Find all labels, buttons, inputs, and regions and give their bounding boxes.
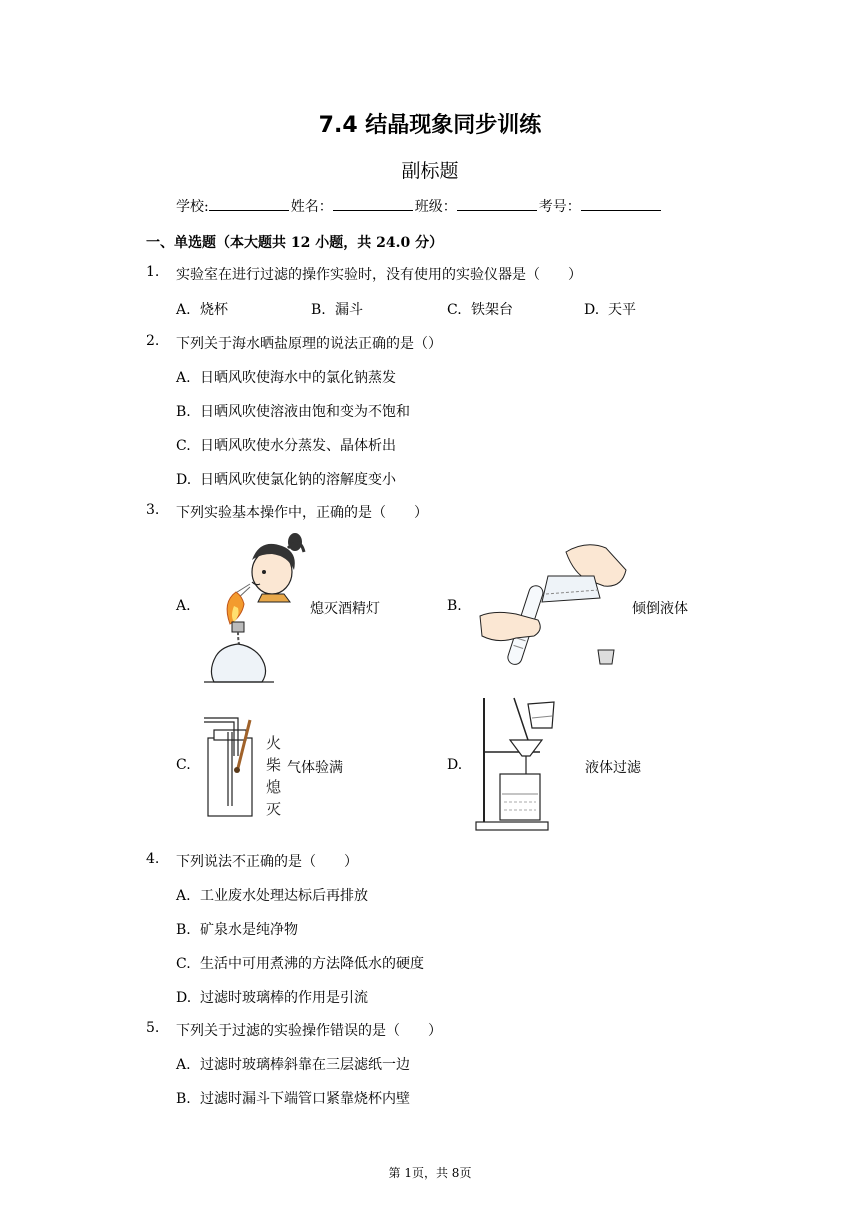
question-number: 5. (146, 1020, 160, 1036)
school-blank (209, 198, 289, 211)
match-vertical-label: 火 柴 熄 灭 (266, 734, 282, 818)
exam-no-label: 考号： (538, 199, 581, 215)
q1-option-a: A. 烧杯 (176, 302, 228, 318)
q4-option-d: D. 过滤时玻璃棒的作用是引流 (176, 990, 368, 1006)
filtration-apparatus-figure (474, 694, 558, 832)
student-info-line (176, 196, 663, 216)
q3-option-c-letter: C. (176, 757, 191, 773)
q2-option-d: D. 日晒风吹使氯化钠的溶解度变小 (176, 472, 396, 488)
q3-option-c-caption: 气体验满 (287, 760, 343, 776)
question-text: 下列实验基本操作中，正确的是（ ） (176, 505, 428, 521)
name-blank (333, 198, 413, 211)
school-label: 学校: (176, 199, 209, 215)
question-text: 下列关于海水晒盐原理的说法正确的是（） (176, 336, 442, 352)
q3-option-b-letter: B. (447, 598, 462, 614)
page-footer: 第 1页，共 8页 (388, 1166, 472, 1180)
q3-option-a-letter: A. (176, 598, 191, 614)
class-blank (457, 198, 537, 211)
question-text: 实验室在进行过滤的操作实验时，没有使用的实验仪器是（ ） (176, 267, 582, 283)
q3-option-d-caption: 液体过滤 (585, 760, 641, 776)
q1-option-d: D. 天平 (584, 302, 636, 318)
q1-option-c: C. 铁架台 (447, 302, 513, 318)
q2-option-b: B. 日晒风吹使溶液由饱和变为不饱和 (176, 404, 410, 420)
question-number: 2. (146, 333, 160, 349)
exam-no-blank (581, 198, 661, 211)
q3-option-a-caption: 熄灭酒精灯 (310, 601, 380, 617)
section-heading: 一、单选题（本大题共 12 小题，共 24.0 分） (146, 235, 444, 251)
question-number: 3. (146, 502, 160, 518)
gas-bottle-figure (198, 708, 262, 820)
q2-option-a: A. 日晒风吹使海水中的氯化钠蒸发 (176, 370, 396, 386)
page-subtitle: 副标题 (401, 160, 459, 182)
name-label: 姓名： (290, 199, 333, 215)
question-number: 4. (146, 851, 160, 867)
question-number: 1. (146, 264, 160, 280)
page-title: 7.4 结晶现象同步训练 (318, 113, 542, 138)
q2-option-c: C. 日晒风吹使水分蒸发、晶体析出 (176, 438, 396, 454)
q4-option-b: B. 矿泉水是纯净物 (176, 922, 298, 938)
q5-option-a: A. 过滤时玻璃棒斜靠在三层滤纸一边 (176, 1057, 410, 1073)
q3-option-d-letter: D. (447, 757, 463, 773)
q1-option-b: B. 漏斗 (311, 302, 363, 318)
pouring-liquid-figure (476, 540, 632, 674)
q4-option-c: C. 生活中可用煮沸的方法降低水的硬度 (176, 956, 424, 972)
question-text: 下列说法不正确的是（ ） (176, 854, 358, 870)
alcohol-lamp-blowing-figure (200, 530, 310, 685)
class-label: 班级： (414, 199, 457, 215)
q5-option-b: B. 过滤时漏斗下端管口紧靠烧杯内壁 (176, 1091, 410, 1107)
q3-option-b-caption-visible: 倾倒液体 (632, 601, 688, 617)
q4-option-a: A. 工业废水处理达标后再排放 (176, 888, 368, 904)
question-text: 下列关于过滤的实验操作错误的是（ ） (176, 1023, 442, 1039)
